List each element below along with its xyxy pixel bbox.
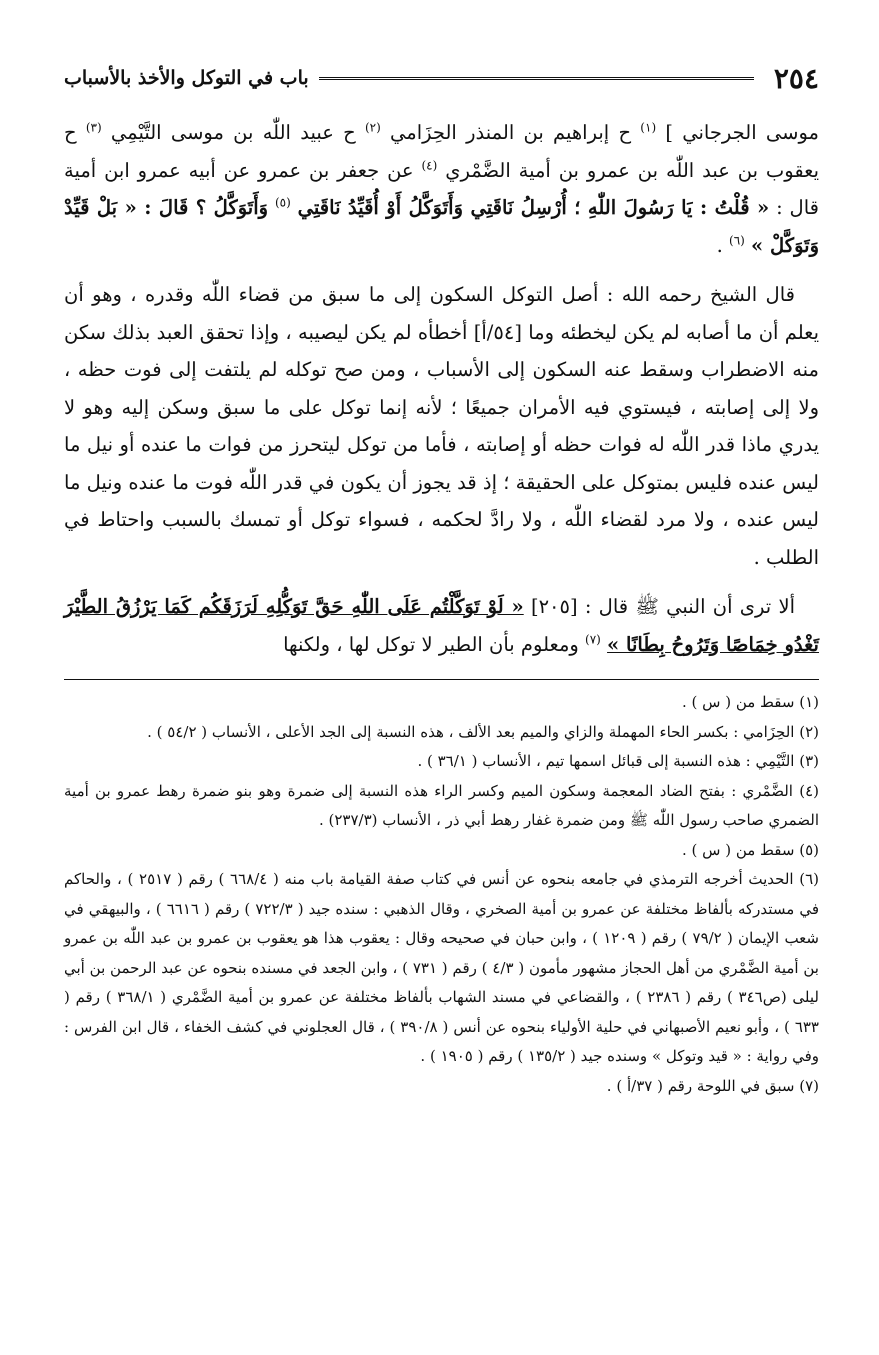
footnote: (٥) سقط من ( س ) .	[681, 840, 819, 859]
main-text	[64, 114, 819, 663]
footnote-divider	[64, 679, 819, 680]
text-segment: ومعلوم بأن الطير لا توكل لها ، ولكنها	[283, 632, 579, 656]
footnote-ref: (٣)	[85, 120, 102, 135]
page-header	[64, 56, 819, 100]
paragraph-commentary: قال الشيخ رحمه الله : أصل التوكل السكون إلى ما سبق من قضاء اللّٰه وقدره ، وهو أن يعلم أن ما أصابه لم يكن ليخطئه وما [٥٤/أ] أخطأه لم يكن ليصيبه ، وإذا تحقق العبد بذلك سكن منه الاضطراب وسقط عنه السكون إلى الأسباب ، ومن صح توكله لم يلتفت إلى فوت حظه ، ولا إلى إصابته ، فيستوي فيه الأمران جميعًا ؛ لأنه إنما توكل على ما سبق وسكن إليه وهو لا يدري ماذا قدر اللّٰه له فوات حظه أو إصابته ، فأما من توكل ليتحرز من فوات ما عنده أو نيل ما ليس عنده فليس بمتوكل على الحقيقة ؛ إذ قد يجوز أن يكون في قدر اللّٰه فوت ما عنده ونيل ما ليس عنده ، ولا مرد لقضاء اللّٰه ، ولا رادَّ لحكمه ، فسواء توكل أو تمسك بالسبب واحتاط في الطلب .	[64, 283, 819, 569]
page-number: ٢٥٤	[773, 61, 819, 95]
text-segment: موسى الجرجاني ]	[665, 121, 819, 144]
footnote-ref: (٥)	[274, 195, 291, 210]
footnote-ref: (٧)	[585, 632, 601, 646]
hadith-text: « لَوْ تَوَكَّلْتُم عَلَى اللّٰهِ حَقَّ تَوَكُّلِهِ لَرَزَقَكُم كَمَا يَرْزُقُ الطَّيْرَ تَغْدُو خِمَاصًا وَتَرُوحُ بِطَانًا »	[64, 595, 819, 656]
hadith-text: « قُلْتُ : يَا رَسُولَ اللّٰهِ ؛ أُرْسِلُ نَاقَتِي وَأَتَوَكَّلُ أَوْ أُقَيِّدُ نَاقَتِي	[297, 196, 770, 219]
footnote: (٧) سبق في اللوحة رقم ( ٣٧/أ ) .	[606, 1076, 819, 1095]
paragraph-hadith	[64, 588, 819, 663]
text-segment: .	[716, 233, 723, 257]
footnote-ref: (٤)	[421, 158, 438, 172]
text-segment: ح يعقوب بن عبد اللّٰه بن عمرو بن أمية الضَّمْري	[64, 121, 820, 182]
text-segment: ح عبيد اللّٰه بن موسى التَّيْمِي	[110, 121, 356, 144]
hadith-text: وَأَتَوَكَّلُ ؟ قَالَ : « بَلْ قَيِّدْ وَتَوَكَّلْ »	[64, 196, 819, 257]
footnote: (٢) الحِزَامي : بكسر الحاء المهملة والزاي والميم بعد الألف ، هذه النسبة إلى الجد الأعلى ، الأنساب ( ٥٤/٢ ) .	[147, 722, 819, 741]
footnote-ref: (١)	[640, 120, 657, 135]
text-segment: ح إبراهيم بن المنذر الحِزَامي	[390, 121, 632, 144]
text-segment: ألا ترى أن النبي ﷺ قال : [٢٠٥]	[523, 595, 795, 618]
footnote: (٤) الضَّمْري : بفتح الضاد المعجمة وسكون الميم وكسر الراء هذه النسبة إلى ضمرة وهو بنو ضمرة رهط عمرو بن أمية الضمري صاحب رسول اللّٰه ﷺ ومن ضمرة غفار رهط أبي ذر ، الأنساب (٢٣٧/٣) .	[64, 781, 819, 829]
paragraph-isnad	[64, 114, 819, 264]
footnotes	[64, 688, 819, 1101]
header-rule	[319, 77, 754, 80]
footnote: (٣) التَّيْمِي : هذه النسبة إلى قبائل اسمها تيم ، الأنساب ( ٣٦/١ ) .	[417, 752, 819, 770]
footnote-ref: (٦)	[729, 233, 745, 247]
footnote-ref: (٢)	[364, 120, 381, 135]
footnote: (٦) الحديث أخرجه الترمذي في جامعه بنحوه عن أنس في كتاب صفة القيامة باب منه ( ٦٦٨/٤ ) رقم ( ٢٥١٧ ) ، والحاكم في مستدركه بألفاظ مختلفة عن عمرو بن أمية الصخري ، وقال الذهبي : سنده جيد ( ٧٢٢/٣ ) رقم ( ٦٦١٦ ) ، والبيهقي في شعب الإيمان ( ٧٩/٢ ) رقم ( ١٢٠٩ ) ، وابن حبان في صحيحه وقال : يعقوب هذا هو يعقوب بن عمرو بن عبد اللّٰه بن عمرو بن أمية الضَّمْري من أهل الحجاز مشهور مأمون ( ٤/٣ ) رقم ( ٧٣١ ) ، وابن الجعد في مسنده بنحوه عن عبد الرحمن بن أبي ليلى (ص٣٤٦ ) رقم ( ٢٣٨٦ ) ، والقضاعي في مسند الشهاب بألفاظ مختلفة عن عمرو بن أمية الضَّمْري ( ٣٦٨/١ ) رقم ( ٦٣٣ ) ، وأبو نعيم الأصبهاني في حلية الأولياء بنحوه عن أنس ( ٣٩٠/٨ ) ، قال العجلوني في كشف الخفاء ، قال ابن الفرس : وفي رواية : « قيد وتوكل » وسنده جيد ( ١٣٥/٢ ) رقم ( ١٩٠٥ ) .	[64, 870, 819, 1065]
running-title: باب في التوكل والأخذ بالأسباب	[64, 67, 309, 89]
text-segment: عن جعفر بن عمرو عن أبيه عمرو ابن أمية قال :	[64, 158, 819, 219]
footnote: (١) سقط من ( س ) .	[681, 693, 819, 711]
